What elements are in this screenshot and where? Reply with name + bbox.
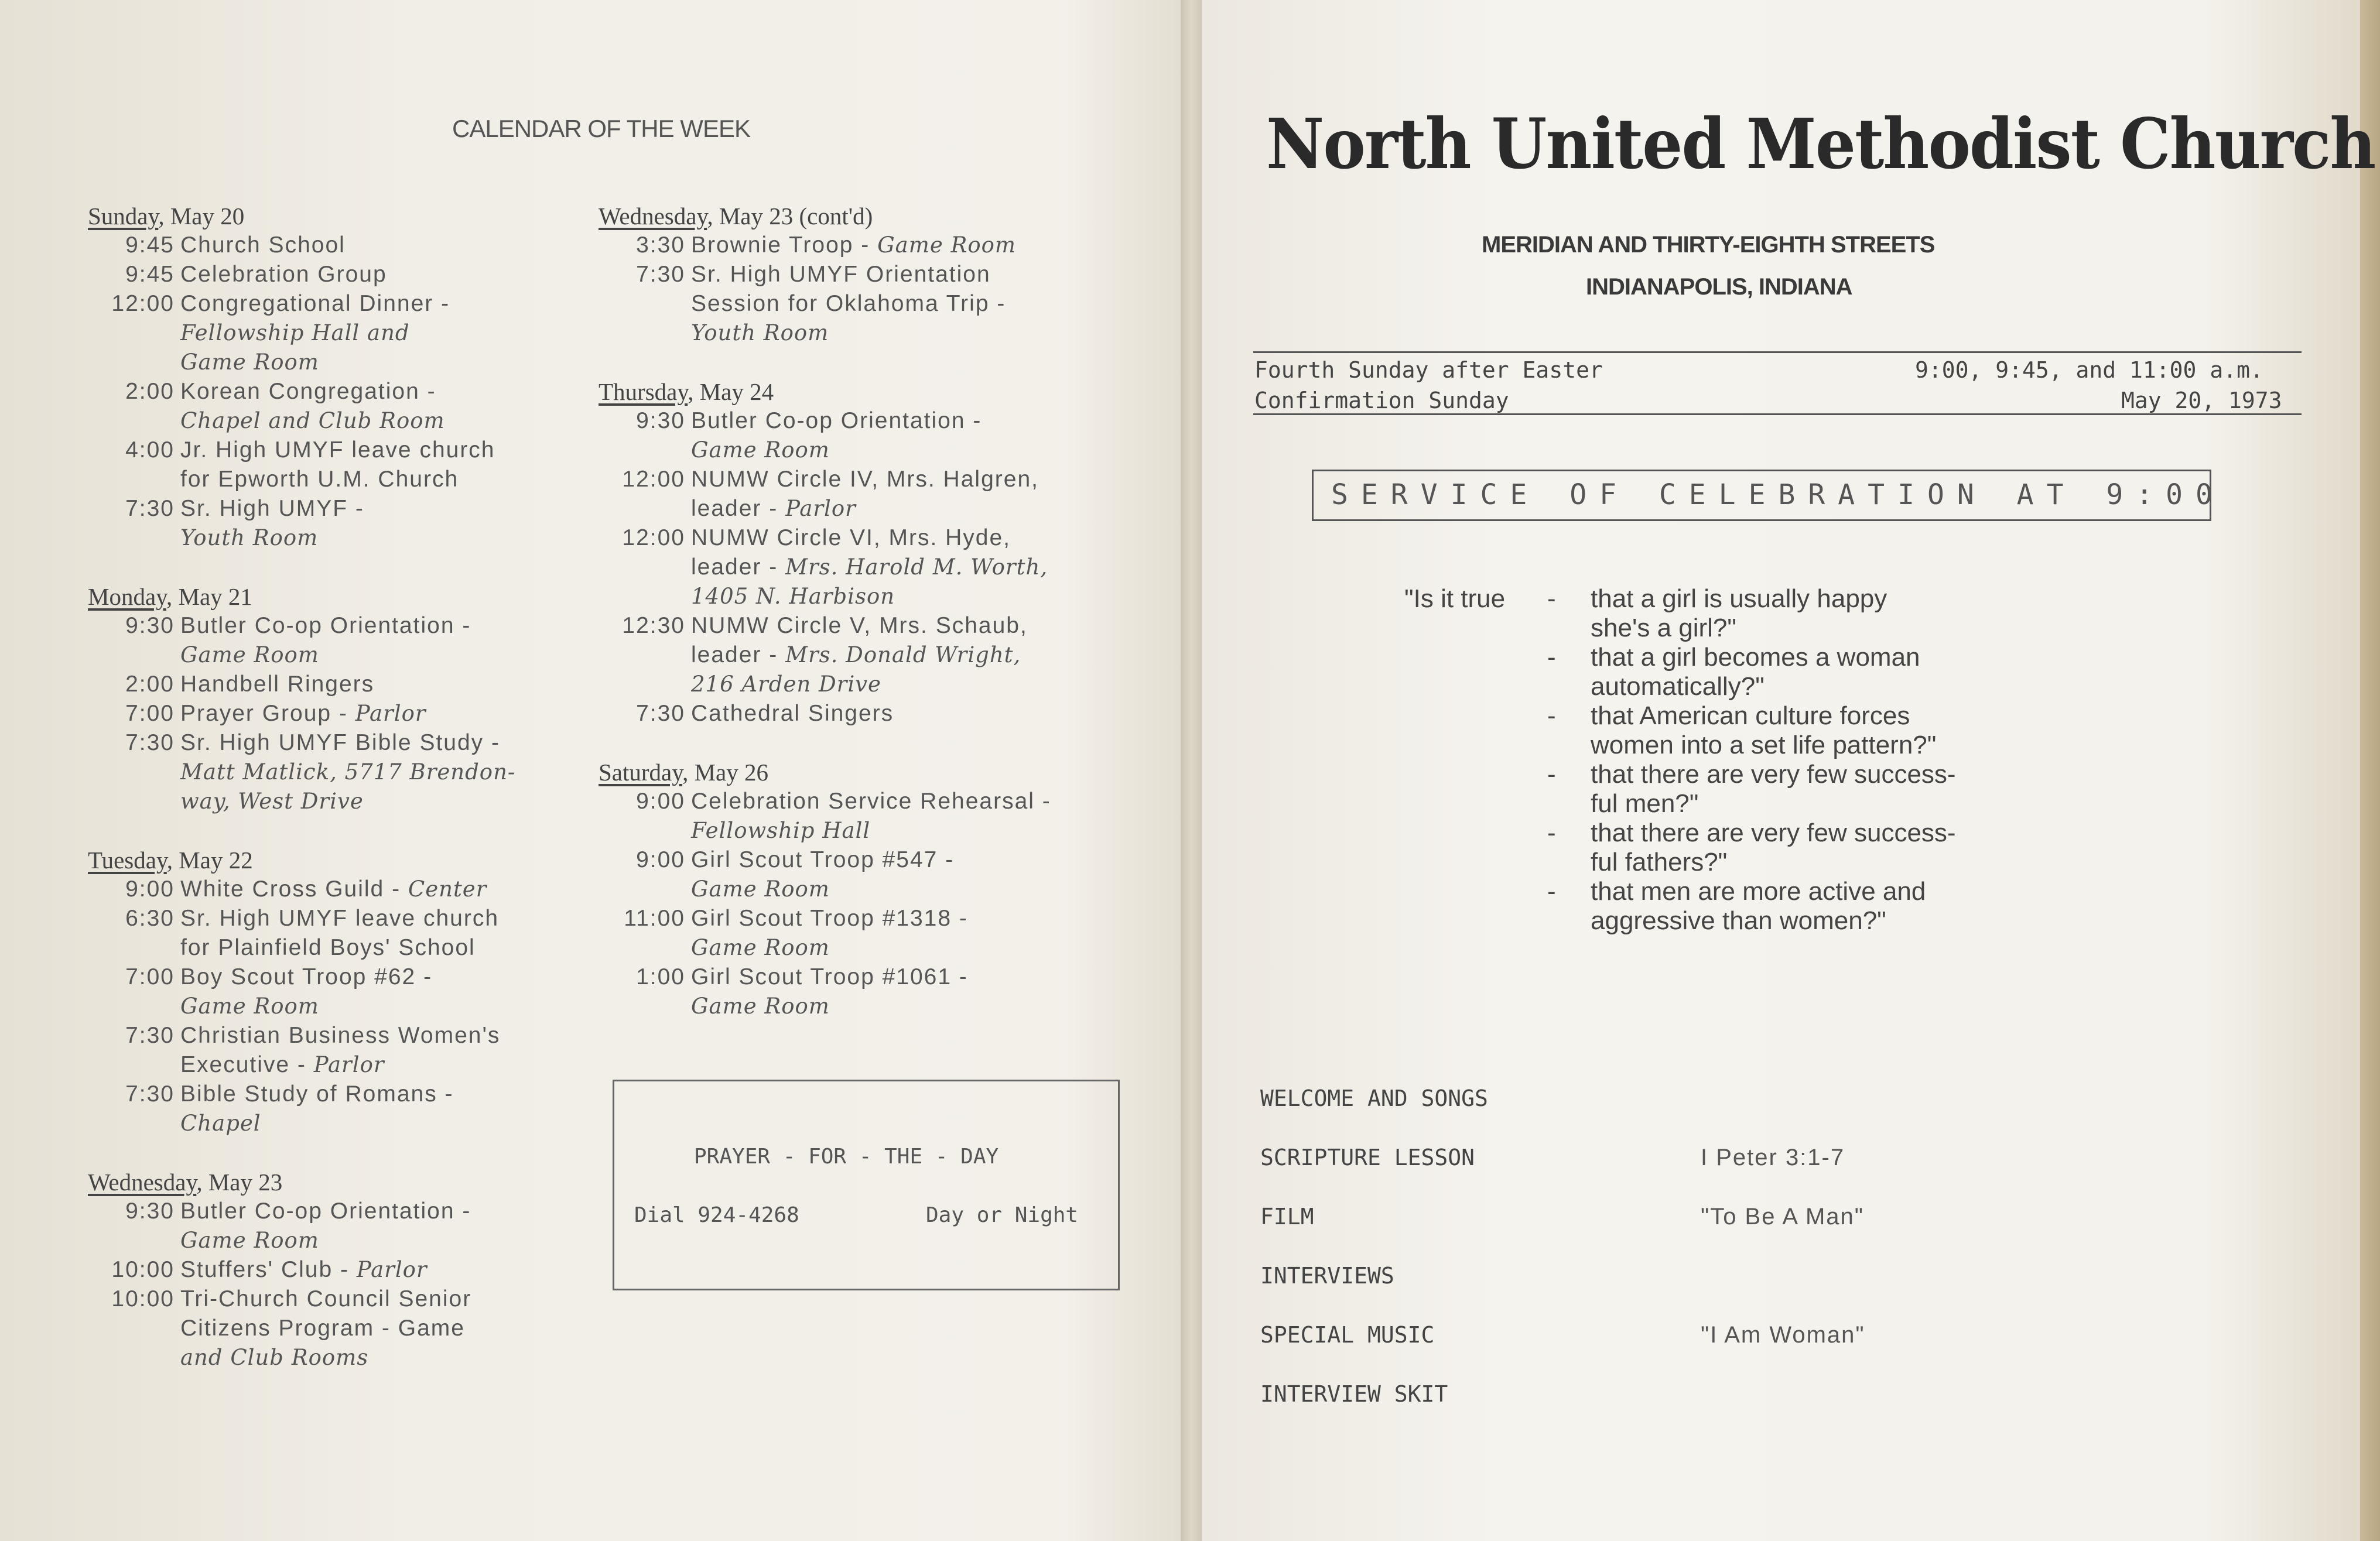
- day-heading: [88, 201, 650, 231]
- question-dash: -: [1547, 584, 1556, 613]
- day-heading: [599, 758, 1161, 787]
- event-time: 9:45: [125, 262, 175, 287]
- calendar-event: [88, 1197, 650, 1226]
- calendar-event: [88, 728, 650, 758]
- event-detail: Executive - Parlor: [180, 1052, 385, 1077]
- event-time: 7:30: [636, 701, 685, 726]
- question-line: [1591, 906, 1956, 936]
- room-name: 216 Arden Drive: [691, 672, 881, 697]
- event-time: 2:00: [125, 672, 175, 697]
- event-text: White Cross Guild - Center: [180, 876, 487, 902]
- day-block-wednesday-cont: [599, 201, 1161, 348]
- question-text: that American culture forces: [1591, 701, 1910, 730]
- calendar-event: [88, 436, 650, 465]
- day-date: , May 21: [166, 583, 252, 610]
- event-time: 9:30: [125, 1198, 175, 1224]
- day-heading: [88, 1167, 650, 1197]
- calendar-event: [88, 670, 650, 699]
- room-name: way, West Drive: [180, 789, 364, 814]
- calendar-event: [599, 963, 1161, 992]
- day-block-sunday: [88, 201, 650, 553]
- room-name: Fellowship Hall and: [180, 320, 410, 345]
- event-detail: [180, 523, 650, 553]
- question-text: that a girl becomes a woman: [1591, 643, 1920, 672]
- program-value: "To Be A Man": [1701, 1204, 1864, 1230]
- calendar-event: [88, 875, 650, 904]
- room-name: and Club Rooms: [180, 1345, 369, 1370]
- room-name: Game Room: [180, 642, 319, 667]
- room-name: Center: [408, 876, 487, 902]
- calendar-event: [88, 611, 650, 641]
- program-label: INTERVIEWS: [1260, 1263, 1394, 1289]
- event-text: Jr. High UMYF leave church: [180, 437, 495, 463]
- day-block-thursday: [599, 377, 1161, 728]
- day-name: Wednesday: [599, 203, 707, 230]
- calendar-event: [88, 699, 650, 728]
- event-detail: [691, 875, 1161, 904]
- event-time: 3:30: [636, 232, 685, 258]
- event-detail: Session for Oklahoma Trip -: [691, 291, 1006, 316]
- event-time: 12:00: [111, 291, 175, 316]
- calendar-event: [599, 845, 1161, 875]
- question-line: [1547, 760, 1956, 789]
- room-name: Game Room: [691, 935, 830, 960]
- program-label: SPECIAL MUSIC: [1260, 1322, 1435, 1348]
- event-text: Sr. High UMYF -: [180, 496, 364, 521]
- event-detail: [180, 406, 650, 436]
- event-detail: [180, 1109, 650, 1138]
- event-text: NUMW Circle IV, Mrs. Halgren,: [691, 467, 1039, 492]
- question-line: [1547, 584, 1956, 614]
- event-time: 9:00: [636, 847, 685, 872]
- day-name: Wednesday: [88, 1169, 197, 1196]
- day-date: , May 22: [166, 847, 253, 874]
- calendar-event: [599, 406, 1161, 436]
- room-name: Fellowship Hall: [691, 818, 871, 843]
- question-line: [1547, 877, 1956, 906]
- service-title-box: [1312, 470, 2225, 521]
- event-text: Boy Scout Troop #62 -: [180, 964, 433, 989]
- event-time: 6:30: [125, 906, 175, 931]
- program-item: [1260, 1145, 1865, 1204]
- event-time: 7:00: [125, 701, 175, 726]
- event-text: Girl Scout Troop #1061 -: [691, 964, 968, 989]
- event-detail: [180, 319, 650, 348]
- question-dash: -: [1547, 819, 1556, 847]
- room-name: Parlor: [355, 701, 426, 726]
- event-detail: [691, 582, 1161, 611]
- room-name: Mrs. Harold M. Worth,: [785, 554, 1048, 580]
- question-line: [1591, 789, 1956, 819]
- event-text: Butler Co-op Orientation -: [180, 1198, 471, 1224]
- event-detail: [691, 670, 1161, 699]
- day-heading: [599, 201, 1161, 231]
- question-lead: "Is it true: [1404, 584, 1506, 613]
- program-label: INTERVIEW SKIT: [1260, 1381, 1448, 1407]
- program-label: SCRIPTURE LESSON: [1260, 1145, 1475, 1170]
- room-name: Chapel: [180, 1111, 261, 1136]
- event-time: 7:00: [125, 964, 175, 989]
- page-edge: [2360, 0, 2380, 1541]
- program-item: [1260, 1381, 1865, 1440]
- event-text: Girl Scout Troop #1318 -: [691, 906, 968, 931]
- question-text: that a girl is usually happy: [1591, 584, 1887, 613]
- event-time: 7:30: [125, 730, 175, 755]
- day-name: Monday: [88, 583, 166, 610]
- service-title: SERVICE OF CELEBRATION AT 9:00: [1331, 478, 2225, 511]
- prayer-title: PRAYER - FOR - THE - DAY: [694, 1145, 999, 1169]
- event-time: 11:00: [624, 906, 685, 931]
- calendar-title: CALENDAR OF THE WEEK: [452, 115, 750, 142]
- event-time: 9:30: [636, 408, 685, 433]
- day-block-saturday: [599, 758, 1161, 1021]
- event-text: Prayer Group - Parlor: [180, 701, 426, 726]
- event-detail: [691, 816, 1161, 845]
- event-time: 10:00: [111, 1286, 175, 1311]
- spine: [1181, 0, 1202, 1541]
- day-block-wednesday: [88, 1167, 650, 1372]
- calendar-event: [599, 611, 1161, 641]
- event-time: 7:30: [125, 496, 175, 521]
- question-text: that there are very few success-: [1591, 760, 1956, 789]
- event-time: 9:00: [125, 876, 175, 902]
- service-sub-occasion: Confirmation Sunday: [1254, 388, 1509, 413]
- event-text: Handbell Ringers: [180, 672, 375, 697]
- day-name: Tuesday: [88, 847, 167, 874]
- calendar-event: [88, 377, 650, 406]
- event-detail: [180, 758, 650, 787]
- event-detail: for Plainfield Boys' School: [180, 935, 476, 960]
- event-detail: [691, 933, 1161, 963]
- question-line: [1547, 643, 1956, 672]
- church-name: North United Methodist Church: [1266, 103, 2375, 184]
- day-block-tuesday: [88, 845, 650, 1138]
- calendar-event: [599, 904, 1161, 933]
- program-list: [1260, 1085, 1865, 1440]
- calendar-event: [88, 904, 650, 933]
- event-detail: leader - Parlor: [691, 496, 856, 521]
- event-text: Congregational Dinner -: [180, 291, 450, 316]
- program-item: [1260, 1204, 1865, 1263]
- event-text: Butler Co-op Orientation -: [691, 408, 982, 433]
- question-text: ful fathers?": [1591, 848, 1728, 876]
- program-value: I Peter 3:1-7: [1701, 1145, 1845, 1170]
- question-text: aggressive than women?": [1591, 906, 1886, 935]
- event-text: Church School: [180, 232, 346, 258]
- room-name: Game Room: [180, 350, 319, 375]
- left-page: [0, 0, 1181, 1541]
- program-label: FILM: [1260, 1204, 1314, 1230]
- calendar-column-left: [88, 201, 650, 1372]
- event-detail: for Epworth U.M. Church: [180, 467, 459, 492]
- event-text: NUMW Circle VI, Mrs. Hyde,: [691, 525, 1011, 550]
- event-detail: [180, 992, 650, 1021]
- event-detail: leader - Mrs. Harold M. Worth,: [691, 554, 1048, 580]
- room-name: Mrs. Donald Wright,: [785, 642, 1021, 667]
- event-text: Butler Co-op Orientation -: [180, 613, 471, 638]
- room-name: Chapel and Club Room: [180, 408, 445, 433]
- event-time: 1:00: [636, 964, 685, 989]
- event-time: 7:30: [125, 1023, 175, 1048]
- day-date: , May 20: [158, 203, 245, 230]
- event-detail: [691, 319, 1161, 348]
- prayer-hours: Day or Night: [926, 1203, 1079, 1227]
- event-detail: leader - Mrs. Donald Wright,: [691, 642, 1021, 667]
- event-detail: Citizens Program - Game: [180, 1316, 465, 1341]
- day-date: , May 23 (cont'd): [707, 203, 873, 230]
- question-text: that men are more active and: [1591, 877, 1926, 906]
- calendar-event: [88, 1080, 650, 1109]
- question-text: that there are very few success-: [1591, 819, 1956, 847]
- calendar-event: [599, 260, 1161, 289]
- room-name: Game Room: [691, 994, 830, 1019]
- calendar-event: [88, 1255, 650, 1285]
- program-item: [1260, 1263, 1865, 1322]
- day-block-monday: [88, 582, 650, 816]
- prayer-box: [613, 1080, 1120, 1290]
- rule-top: [1253, 351, 2302, 353]
- calendar-event: [599, 465, 1161, 494]
- question-text: women into a set life pattern?": [1591, 731, 1937, 759]
- event-text: Sr. High UMYF Orientation: [691, 262, 991, 287]
- calendar-event: [88, 1285, 650, 1314]
- room-name: Game Room: [691, 437, 830, 463]
- question-line: [1591, 614, 1956, 643]
- calendar-event: [599, 699, 1161, 728]
- event-text: Girl Scout Troop #547 -: [691, 847, 955, 872]
- question-line: [1591, 848, 1956, 877]
- room-name: Matt Matlick, 5717 Brendon-: [180, 759, 516, 785]
- question-text: automatically?": [1591, 672, 1765, 701]
- question-dash: -: [1547, 643, 1556, 672]
- program-value: "I Am Woman": [1701, 1322, 1865, 1348]
- event-time: 12:30: [622, 613, 685, 638]
- room-name: Game Room: [691, 876, 830, 902]
- calendar-event: [599, 787, 1161, 816]
- question-dash: -: [1547, 701, 1556, 730]
- event-text: Sr. High UMYF Bible Study -: [180, 730, 500, 755]
- questions-list: [1547, 584, 1956, 936]
- question-line: [1547, 701, 1956, 731]
- event-time: 9:45: [125, 232, 175, 258]
- event-time: 12:00: [622, 467, 685, 492]
- event-text: Tri-Church Council Senior: [180, 1286, 472, 1311]
- event-detail: [691, 436, 1161, 465]
- event-text: Korean Congregation -: [180, 379, 436, 404]
- room-name: Game Room: [180, 994, 319, 1019]
- calendar-event: [88, 963, 650, 992]
- event-detail: [180, 641, 650, 670]
- event-time: 9:30: [125, 613, 175, 638]
- question-line: [1547, 819, 1956, 848]
- event-time: 2:00: [125, 379, 175, 404]
- room-name: Parlor: [313, 1052, 385, 1077]
- event-time: 7:30: [125, 1081, 175, 1107]
- calendar-event: [88, 289, 650, 319]
- day-heading: [599, 377, 1161, 406]
- event-detail: [180, 1343, 650, 1372]
- program-item: [1260, 1322, 1865, 1381]
- event-text: Christian Business Women's: [180, 1023, 501, 1048]
- question-text: she's a girl?": [1591, 614, 1737, 642]
- event-text: Cathedral Singers: [691, 701, 894, 726]
- event-text: Bible Study of Romans -: [180, 1081, 454, 1107]
- day-date: , May 26: [682, 759, 768, 786]
- calendar-event: [88, 260, 650, 289]
- question-text: ful men?": [1591, 789, 1699, 818]
- question-line: [1591, 672, 1956, 701]
- service-times: 9:00, 9:45, and 11:00 a.m.: [1915, 357, 2263, 383]
- event-text: Sr. High UMYF leave church: [180, 906, 500, 931]
- event-text: Celebration Group: [180, 262, 387, 287]
- event-time: 7:30: [636, 262, 685, 287]
- event-time: 9:00: [636, 789, 685, 814]
- event-text: Stuffers' Club - Parlor: [180, 1257, 428, 1282]
- church-address-city: INDIANAPOLIS, INDIANA: [1586, 274, 1852, 300]
- room-name: Game Room: [180, 1228, 319, 1253]
- calendar-event: [599, 523, 1161, 553]
- event-text: Celebration Service Rehearsal -: [691, 789, 1051, 814]
- room-name: Parlor: [785, 496, 856, 521]
- day-heading: [88, 845, 650, 875]
- day-date: , May 23: [196, 1169, 283, 1196]
- calendar-event: [599, 231, 1161, 260]
- event-text: Brownie Troop - Game Room: [691, 232, 1016, 258]
- church-address-street: MERIDIAN AND THIRTY-EIGHTH STREETS: [1482, 232, 1935, 258]
- event-detail: [691, 992, 1161, 1021]
- day-name: Thursday: [599, 378, 688, 405]
- question-dash: -: [1547, 760, 1556, 789]
- rule-bottom: [1253, 413, 2302, 415]
- day-name: Sunday: [88, 203, 159, 230]
- room-name: Youth Room: [691, 320, 829, 345]
- event-detail: [180, 787, 650, 816]
- room-name: 1405 N. Harbison: [691, 584, 895, 609]
- room-name: Youth Room: [180, 525, 319, 550]
- event-text: NUMW Circle V, Mrs. Schaub,: [691, 613, 1028, 638]
- event-time: 12:00: [622, 525, 685, 550]
- service-occasion: Fourth Sunday after Easter: [1254, 357, 1603, 383]
- day-date: , May 24: [688, 378, 774, 405]
- calendar-column-right: [599, 201, 1161, 1021]
- event-detail: [180, 1226, 650, 1255]
- question-line: [1591, 731, 1956, 760]
- question-dash: -: [1547, 877, 1556, 906]
- room-name: Game Room: [877, 232, 1016, 258]
- day-heading: [88, 582, 650, 611]
- room-name: Parlor: [356, 1257, 428, 1282]
- service-date: May 20, 1973: [2121, 388, 2282, 413]
- event-time: 10:00: [111, 1257, 175, 1282]
- calendar-event: [88, 231, 650, 260]
- prayer-phone: Dial 924-4268: [634, 1203, 799, 1227]
- event-time: 4:00: [125, 437, 175, 463]
- calendar-event: [88, 494, 650, 523]
- day-name: Saturday: [599, 759, 683, 786]
- calendar-event: [88, 1021, 650, 1050]
- event-detail: [180, 348, 650, 377]
- program-label: WELCOME AND SONGS: [1260, 1085, 1488, 1111]
- program-item: [1260, 1085, 1865, 1145]
